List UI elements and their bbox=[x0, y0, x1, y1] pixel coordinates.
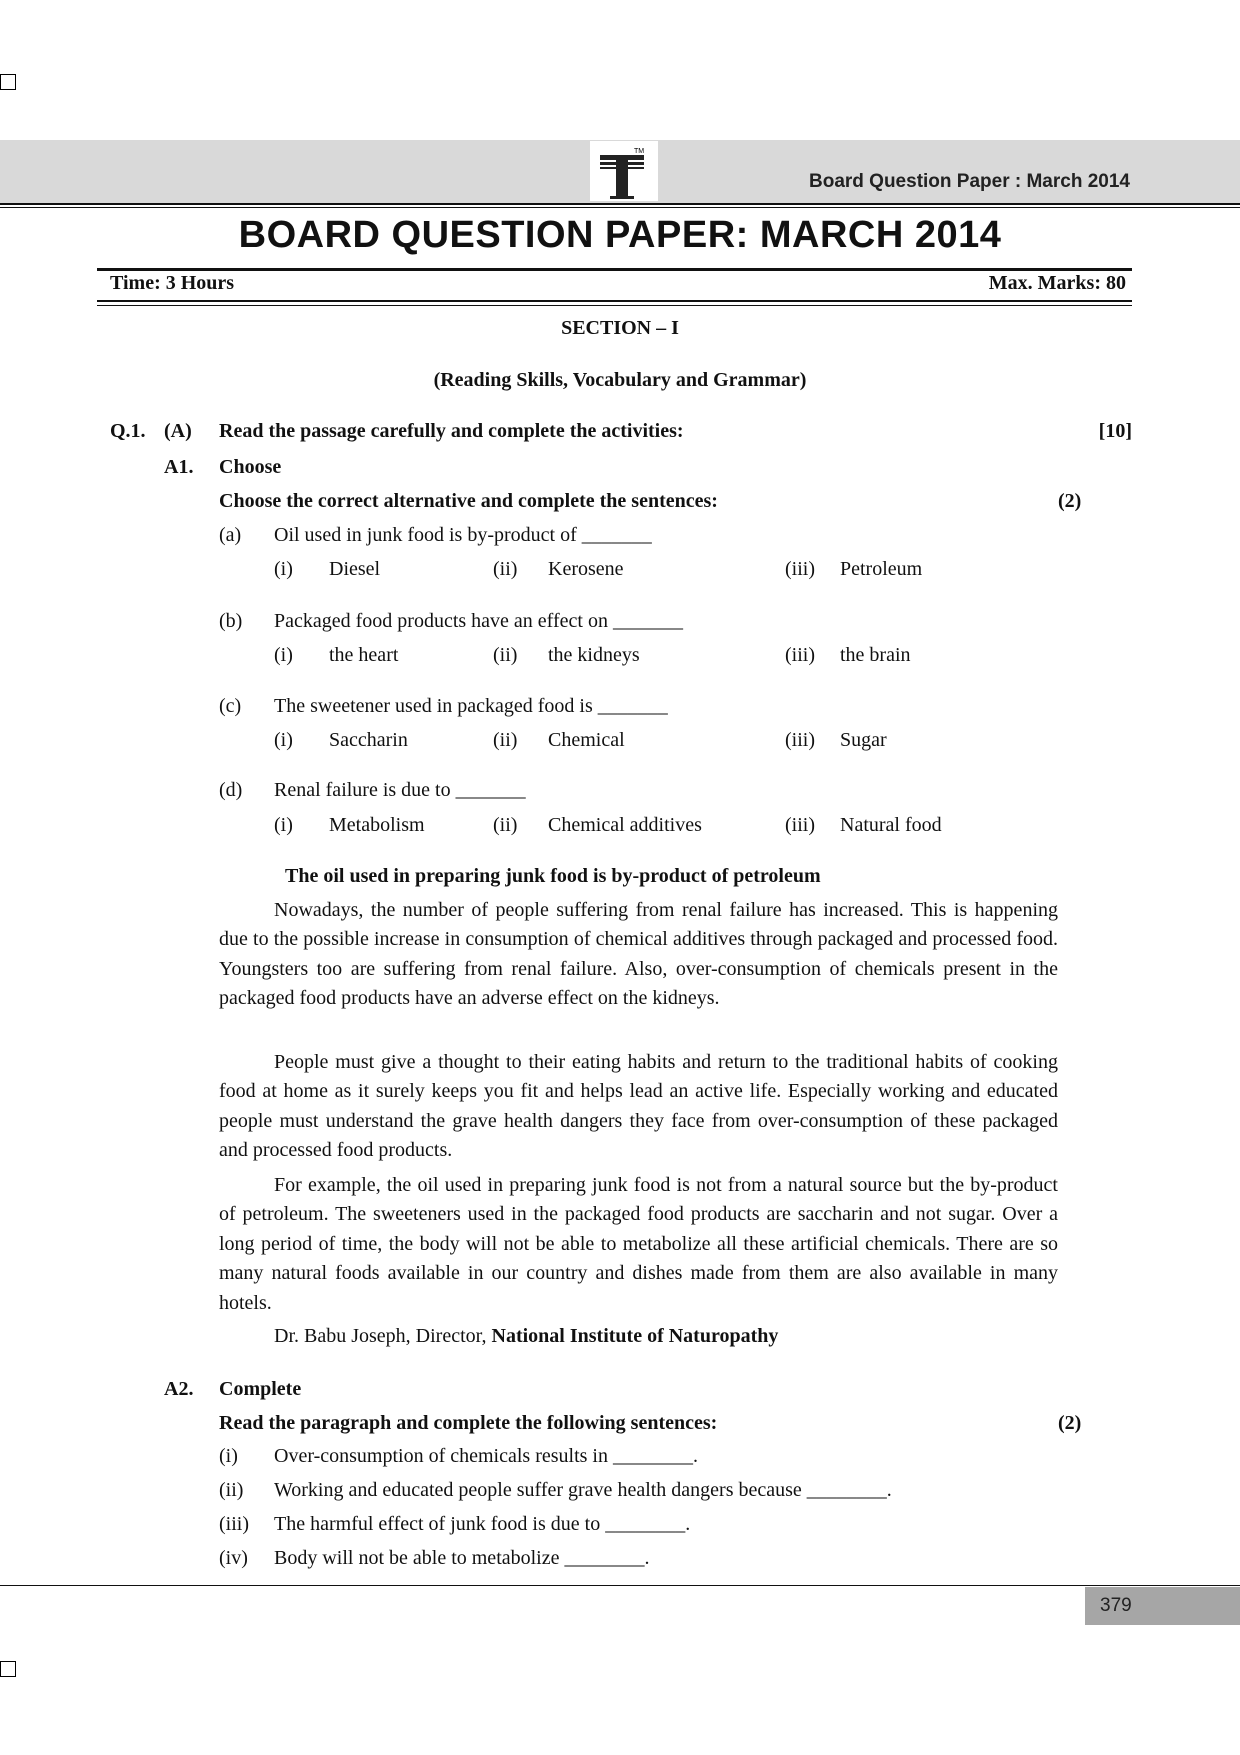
header-rule bbox=[0, 203, 1240, 205]
sentence-number: (iii) bbox=[219, 1513, 249, 1535]
max-marks-label: Max. Marks: 80 bbox=[988, 272, 1126, 294]
option-number: (ii) bbox=[493, 558, 518, 580]
mcq-text: The sweetener used in packaged food is _______ bbox=[274, 695, 668, 717]
passage-paragraph: For example, the oil used in preparing junk food is not from a natural source but the by-product of petroleum. The sweeteners used in the packaged food products are saccharin and not sugar. Over a long period of time, the body will not be able to metabolize all these artificial chemicals. There are so many natural foods available in our country and dishes made from them are also available in many hotels. bbox=[219, 1174, 1058, 1314]
crop-mark-bottom bbox=[0, 1661, 16, 1677]
passage-attribution bbox=[274, 1325, 778, 1348]
option-text: Chemical bbox=[548, 729, 625, 751]
mcq-text: Packaged food products have an effect on _______ bbox=[274, 610, 683, 632]
option-text: Chemical additives bbox=[548, 814, 702, 836]
activity-heading: Complete bbox=[219, 1378, 302, 1400]
sentence-number: (iv) bbox=[219, 1547, 248, 1569]
option-number: (ii) bbox=[493, 729, 518, 751]
option-text: Sugar bbox=[840, 729, 887, 751]
attribution-author: Dr. Babu Joseph, Director, bbox=[274, 1325, 492, 1347]
option-number: (ii) bbox=[493, 644, 518, 666]
option-number: (iii) bbox=[785, 558, 815, 580]
option-text: Petroleum bbox=[840, 558, 923, 580]
option-number: (i) bbox=[274, 558, 293, 580]
mcq-label: (c) bbox=[219, 695, 242, 717]
header-rule-thin bbox=[0, 207, 1240, 208]
activity-instruction: Read the paragraph and complete the following sentences: bbox=[219, 1412, 718, 1434]
option-text: Kerosene bbox=[548, 558, 624, 580]
passage-heading: The oil used in preparing junk food is by-product of petroleum bbox=[285, 865, 821, 887]
passage-paragraph: People must give a thought to their eating habits and return to the traditional habits of cooking food at home as it surely keeps you fit and helps lead an active life. Especially working and educated people must understand the grave health dangers they face from over-consumption of these packaged and processed food products. bbox=[219, 1051, 1058, 1162]
mcq-label: (d) bbox=[219, 779, 243, 801]
activity-label: A1. bbox=[164, 456, 194, 478]
option-text: Natural food bbox=[840, 814, 942, 836]
running-header-title: Board Question Paper : March 2014 bbox=[809, 171, 1130, 192]
crop-mark-top bbox=[0, 74, 16, 90]
activity-label: A2. bbox=[164, 1378, 194, 1400]
option-number: (iii) bbox=[785, 729, 815, 751]
sentence-text: The harmful effect of junk food is due to ________. bbox=[274, 1513, 691, 1535]
sentence-number: (i) bbox=[219, 1445, 238, 1467]
section-subtitle: (Reading Skills, Vocabulary and Grammar) bbox=[433, 369, 807, 391]
mcq-text: Renal failure is due to _______ bbox=[274, 779, 526, 801]
svg-text:TM: TM bbox=[634, 148, 645, 155]
sentence-number: (ii) bbox=[219, 1479, 244, 1501]
option-text: the heart bbox=[329, 644, 399, 666]
title-rule-top bbox=[97, 268, 1132, 271]
option-text: Diesel bbox=[329, 558, 381, 580]
time-label: Time: 3 Hours bbox=[110, 272, 235, 294]
option-text: the brain bbox=[840, 644, 911, 666]
attribution-institute: National Institute of Naturopathy bbox=[491, 1325, 779, 1347]
option-number: (iii) bbox=[785, 644, 815, 666]
page-number: 379 bbox=[1100, 1595, 1132, 1616]
activity-instruction: Choose the correct alternative and complete the sentences: bbox=[219, 490, 718, 512]
activity-marks: (2) bbox=[1058, 1412, 1082, 1434]
question-part: (A) bbox=[164, 420, 192, 442]
option-text: Saccharin bbox=[329, 729, 408, 751]
title-rule-bottom-2 bbox=[97, 305, 1132, 306]
publisher-logo bbox=[590, 141, 658, 201]
sentence-text: Body will not be able to metabolize ________. bbox=[274, 1547, 650, 1569]
mcq-text: Oil used in junk food is by-product of _______ bbox=[274, 524, 652, 546]
option-text: the kidneys bbox=[548, 644, 640, 666]
question-marks: [10] bbox=[1098, 420, 1132, 442]
activity-marks: (2) bbox=[1058, 490, 1082, 512]
option-number: (i) bbox=[274, 814, 293, 836]
title-rule-bottom bbox=[97, 300, 1132, 302]
page-title: BOARD QUESTION PAPER: MARCH 2014 bbox=[238, 214, 1002, 256]
mcq-label: (a) bbox=[219, 524, 242, 546]
passage-paragraph: Nowadays, the number of people suffering from renal failure has increased. This is happening due to the possible increase in consumption of chemical additives through packaged and processed food. Youngsters too are suffering from renal failure. Also, over-consumption of chemicals present in the packaged food products have an adverse effect on the kidneys. bbox=[219, 899, 1058, 1010]
question-instruction: Read the passage carefully and complete the activities: bbox=[219, 420, 684, 442]
mcq-label: (b) bbox=[219, 610, 243, 632]
question-number: Q.1. bbox=[110, 420, 146, 442]
option-number: (ii) bbox=[493, 814, 518, 836]
option-number: (i) bbox=[274, 729, 293, 751]
option-number: (i) bbox=[274, 644, 293, 666]
option-text: Metabolism bbox=[329, 814, 425, 836]
section-heading: SECTION – I bbox=[561, 317, 679, 339]
sentence-text: Working and educated people suffer grave health dangers because ________. bbox=[274, 1479, 892, 1501]
footer-rule bbox=[0, 1585, 1240, 1586]
option-number: (iii) bbox=[785, 814, 815, 836]
sentence-text: Over-consumption of chemicals results in ________. bbox=[274, 1445, 698, 1467]
activity-heading: Choose bbox=[219, 456, 282, 478]
